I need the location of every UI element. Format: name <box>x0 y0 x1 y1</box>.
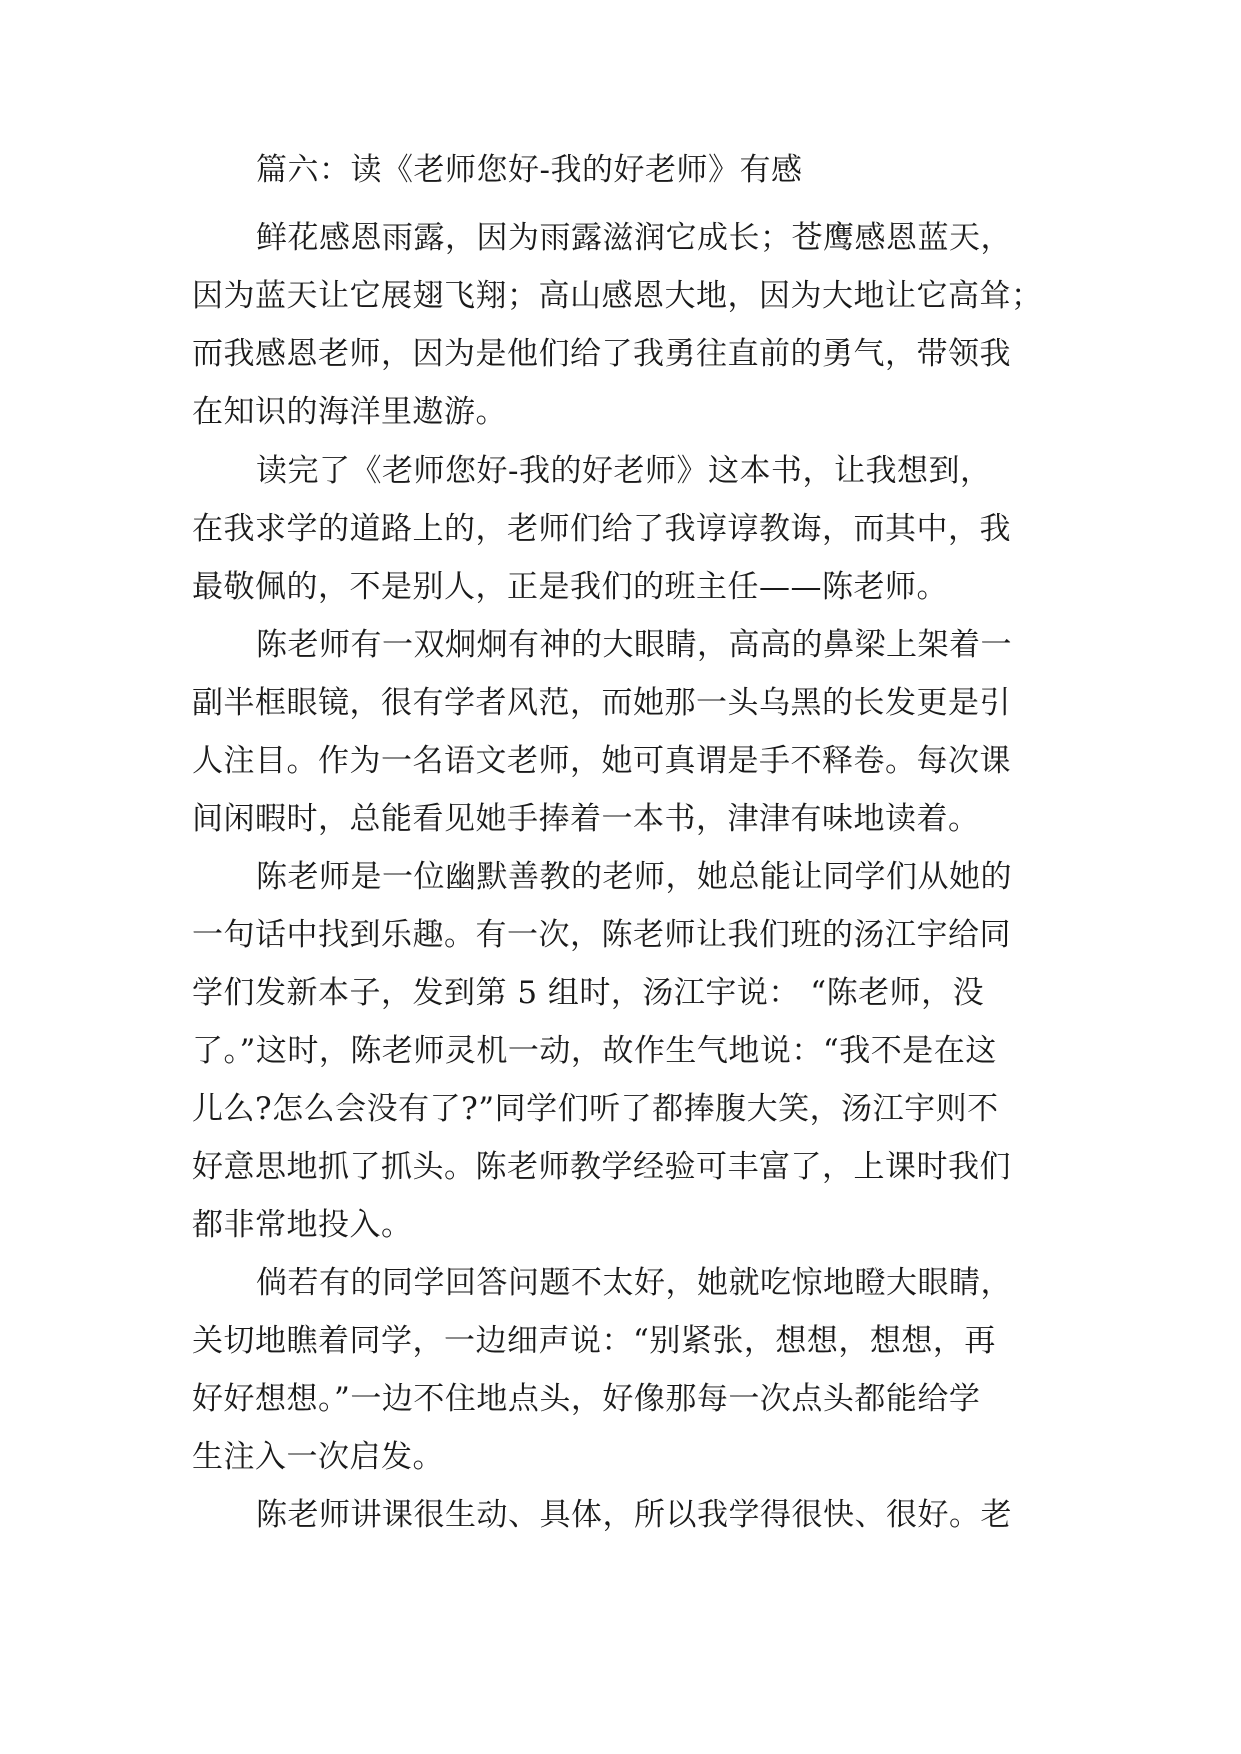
paragraph-line: 了。”这时，陈老师灵机一动，故作生气地说：“我不是在这 <box>192 1033 997 1069</box>
paragraph-line: 都非常地投入。 <box>192 1207 413 1243</box>
section-title: 篇六：读《老师您好-我的好老师》有感 <box>256 152 803 188</box>
paragraph-line: 陈老师是一位幽默善教的老师，她总能让同学们从她的 <box>256 859 1012 895</box>
paragraph-line: 生注入一次启发。 <box>192 1439 444 1475</box>
paragraph-line: 在我求学的道路上的，老师们给了我谆谆教诲，而其中，我 <box>192 511 1011 547</box>
paragraph-line: 陈老师有一双炯炯有神的大眼睛，高高的鼻梁上架着一 <box>256 627 1012 663</box>
paragraph-line: 鲜花感恩雨露，因为雨露滋润它成长；苍鹰感恩蓝天， <box>256 220 1012 256</box>
paragraph-line: 学们发新本子，发到第 5 组时，汤江宇说： “陈老师，没 <box>192 975 985 1011</box>
paragraph-line: 一句话中找到乐趣。有一次，陈老师让我们班的汤江宇给同 <box>192 917 1011 953</box>
paragraph-line: 在知识的海洋里遨游。 <box>192 394 507 430</box>
paragraph-line: 读完了《老师您好-我的好老师》这本书，让我想到， <box>256 453 992 489</box>
paragraph-line: 关切地瞧着同学，一边细声说：“别紧张，想想，想想，再 <box>192 1323 996 1359</box>
paragraph-line: 因为蓝天让它展翅飞翔；高山感恩大地，因为大地让它高耸； <box>192 278 1043 314</box>
paragraph-line: 人注目。作为一名语文老师，她可真谓是手不释卷。每次课 <box>192 743 1011 779</box>
paragraph-line: 倘若有的同学回答问题不太好，她就吃惊地瞪大眼睛， <box>256 1265 1012 1301</box>
paragraph-line: 陈老师讲课很生动、具体，所以我学得很快、很好。老 <box>256 1497 1012 1533</box>
paragraph-line: 最敬佩的，不是别人，正是我们的班主任——陈老师。 <box>192 569 948 605</box>
paragraph-line: 好好想想。”一边不住地点头，好像那每一次点头都能给学 <box>192 1381 981 1417</box>
paragraph-line: 好意思地抓了抓头。陈老师教学经验可丰富了，上课时我们 <box>192 1149 1011 1185</box>
paragraph-line: 而我感恩老师，因为是他们给了我勇往直前的勇气，带领我 <box>192 336 1011 372</box>
paragraph-line: 儿么?怎么会没有了?”同学们听了都捧腹大笑，汤江宇则不 <box>192 1091 999 1127</box>
paragraph-line: 间闲暇时，总能看见她手捧着一本书，津津有味地读着。 <box>192 801 980 837</box>
paragraph-line: 副半框眼镜，很有学者风范，而她那一头乌黑的长发更是引 <box>192 685 1011 721</box>
